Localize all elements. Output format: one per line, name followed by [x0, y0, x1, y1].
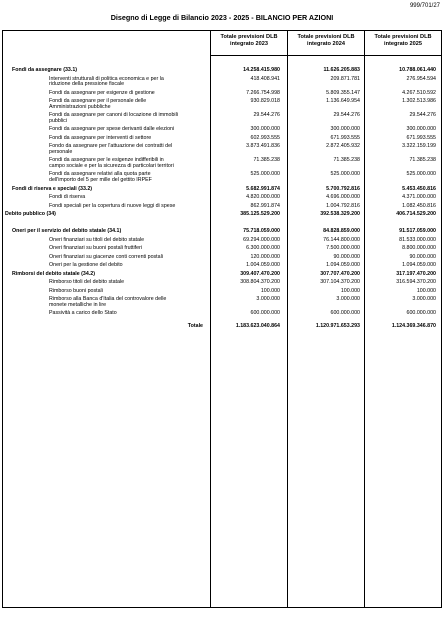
- row-label-line: Fondi da assegnare per canoni di locazione di immobili: [49, 112, 178, 119]
- value-cell-2023: 385.125.529.200: [240, 211, 280, 218]
- row-label: [49, 263, 203, 269]
- budget-table: [2, 30, 442, 608]
- table-row: [3, 144, 441, 158]
- row-label: [49, 238, 203, 244]
- value-cell-2024: 1.120.971.653.293: [315, 322, 360, 329]
- row-label-line: Fondi da assegnare per spese derivanti dalle elezioni: [49, 126, 175, 133]
- document-title: Disegno di Legge di Bilancio 2023 - 2025 - BILANCIO PER AZIONI: [110, 13, 334, 22]
- value-cell-2024: 4.696.000.000: [326, 194, 360, 201]
- value-cell-2023: 7.266.754.998: [246, 89, 280, 96]
- value-cell-2023: 5.682.991.874: [246, 185, 280, 192]
- row-label-line: Oneri finanziari su titoli del debito statale: [49, 236, 145, 243]
- row-label-line: Fondi da assegnare per interventi di settore: [49, 134, 152, 141]
- value-cell-2024: 525.000.000: [330, 171, 360, 178]
- row-label-line: pubblici: [49, 117, 67, 124]
- value-cell-2023: 600.000.000: [250, 310, 280, 317]
- value-cell-2024: 5.809.355.147: [326, 89, 360, 96]
- value-cell-2025: 3.000.000: [412, 296, 436, 303]
- value-cell-2024: 2.872.405.932: [326, 143, 360, 150]
- column-header-line: Totale previsioni DLB: [297, 34, 355, 40]
- table-row: [3, 297, 441, 311]
- row-label-line: Rimborso titoli del debito statale: [49, 279, 125, 286]
- row-label-line: Interventi strutturali di politica economica e per la: [49, 75, 164, 82]
- table-row: [3, 204, 441, 213]
- table-row: [3, 158, 441, 172]
- table-row: [3, 172, 441, 186]
- value-cell-2024: 600.000.000: [330, 310, 360, 317]
- value-cell-2024: 671.993.555: [330, 134, 360, 141]
- row-label: [49, 195, 203, 201]
- value-cell-2024: 307.104.370.200: [320, 279, 360, 286]
- value-cell-2025: 10.788.061.440: [399, 67, 436, 73]
- value-cell-2023: 930.829.018: [250, 98, 280, 105]
- row-label-line: Amministrazioni pubbliche: [49, 103, 111, 110]
- value-cell-2023: 29.544.276: [253, 112, 280, 119]
- value-cell-2024: 29.544.276: [333, 112, 360, 119]
- value-cell-2025: 91.517.059.000: [399, 228, 436, 235]
- row-label: [49, 77, 203, 88]
- value-cell-2025: 1.082.450.816: [402, 202, 436, 209]
- row-label-line: Fondo da assegnare per l'attuazione dei contratti del: [49, 143, 173, 150]
- row-label: [49, 311, 203, 317]
- value-cell-2024: 100.000: [340, 287, 360, 294]
- value-cell-2023: 3.873.491.836: [246, 143, 280, 150]
- row-label: [49, 91, 203, 97]
- column-header-2023: [211, 34, 287, 48]
- row-label: [49, 204, 203, 210]
- table-row: [3, 212, 441, 221]
- column-header-line: Totale previsioni DLB: [374, 34, 432, 40]
- row-label: [173, 324, 203, 330]
- value-cell-2023: 71.385.238: [253, 157, 280, 164]
- value-cell-2023: 308.804.370.200: [240, 279, 280, 286]
- value-cell-2025: 90.000.000: [409, 253, 436, 260]
- table-row: [3, 77, 441, 91]
- row-label: [12, 187, 203, 193]
- value-cell-2024: 90.000.000: [333, 253, 360, 260]
- row-label: [49, 289, 203, 295]
- value-cell-2023: 300.000.000: [250, 126, 280, 133]
- value-cell-2023: 1.004.059.000: [246, 262, 280, 269]
- value-cell-2023: 120.000.000: [250, 253, 280, 260]
- row-label: [49, 127, 203, 133]
- value-cell-2025: 4.371.000.000: [402, 194, 436, 201]
- value-cell-2025: 3.322.159.199: [402, 143, 436, 150]
- value-cell-2025: 5.453.450.816: [402, 185, 436, 192]
- value-cell-2024: 307.707.470.200: [320, 270, 360, 277]
- value-cell-2025: 1.094.059.000: [402, 262, 436, 269]
- value-cell-2024: 11.626.205.883: [323, 67, 360, 73]
- page-code: 999/701/27: [409, 3, 440, 9]
- row-label-line: Fondi da assegnare per esigenze di gestione: [49, 89, 155, 96]
- value-cell-2023: 69.294.000.000: [243, 236, 280, 243]
- value-cell-2024: 84.828.859.000: [323, 228, 360, 235]
- row-label-line: personale: [49, 148, 73, 155]
- value-cell-2023: 602.993.555: [250, 134, 280, 141]
- column-header-line: integrato 2025: [384, 41, 422, 47]
- row-label: [49, 280, 203, 286]
- row-label-line: Oneri per la gestione del debito: [49, 262, 123, 269]
- value-cell-2025: 1.124.369.346.870: [391, 322, 436, 329]
- header-divider: [210, 55, 441, 56]
- row-label-line: Oneri finanziari su buoni postali fruttiferi: [49, 245, 143, 252]
- value-cell-2025: 1.302.513.986: [402, 98, 436, 105]
- value-cell-2024: 3.000.000: [336, 296, 360, 303]
- value-cell-2024: 209.871.781: [330, 75, 360, 82]
- value-cell-2024: 5.700.792.816: [326, 185, 360, 192]
- value-cell-2024: 71.385.238: [333, 157, 360, 164]
- row-label-line: Rimborso buoni postali: [49, 287, 103, 294]
- row-label-line: Totale: [187, 322, 203, 329]
- value-cell-2025: 300.000.000: [406, 126, 436, 133]
- value-cell-2025: 100.000: [416, 287, 436, 294]
- row-label: [49, 113, 203, 124]
- value-cell-2023: 4.820.000.000: [246, 194, 280, 201]
- row-label: [49, 255, 203, 261]
- value-cell-2024: 76.144.800.000: [323, 236, 360, 243]
- value-cell-2023: 3.000.000: [256, 296, 280, 303]
- value-cell-2025: 4.267.510.592: [402, 89, 436, 96]
- row-label-line: campo sociale e per la sicurezza di particolari territori: [49, 162, 174, 169]
- row-label-line: Fondi di riserva: [49, 194, 86, 201]
- value-cell-2025: 525.000.000: [406, 171, 436, 178]
- row-label: [49, 172, 203, 183]
- row-label-line: Fondi da assegnare relativi alla quota parte: [49, 171, 151, 178]
- row-label: [12, 272, 203, 278]
- value-cell-2025: 276.954.594: [406, 75, 436, 82]
- value-cell-2023: 309.407.470.200: [240, 270, 280, 277]
- value-cell-2024: 7.500.000.000: [326, 245, 360, 252]
- total-row: [3, 324, 441, 333]
- row-label: [49, 246, 203, 252]
- value-cell-2023: 14.258.415.980: [243, 67, 280, 73]
- value-cell-2025: 29.544.276: [409, 112, 436, 119]
- value-cell-2025: 71.385.238: [409, 157, 436, 164]
- row-label-line: Debito pubblico (34): [5, 211, 56, 218]
- column-header-2024: [288, 34, 364, 48]
- table-body: [3, 68, 441, 332]
- value-cell-2025: 600.000.000: [406, 310, 436, 317]
- row-label-line: dell'importo del 5 per mille del gettito IRPEF: [49, 177, 152, 184]
- value-cell-2025: 671.993.555: [406, 134, 436, 141]
- row-label: [49, 297, 203, 308]
- value-cell-2025: 316.594.370.200: [396, 279, 436, 286]
- row-label: [49, 136, 203, 142]
- value-cell-2024: 392.538.329.200: [320, 211, 360, 218]
- row-label-line: monete metalliche in lire: [49, 301, 107, 308]
- row-label-line: Fondi da assegnare per le esigenze indifferibili in: [49, 157, 164, 164]
- value-cell-2024: 300.000.000: [330, 126, 360, 133]
- table-row: [3, 311, 441, 320]
- row-label-line: Oneri finanziari su giacenze conti correnti postali: [49, 253, 163, 260]
- row-label-line: Rimborso alla Banca d'Italia del controvalore delle: [49, 296, 167, 303]
- value-cell-2023: 525.000.000: [250, 171, 280, 178]
- table-row: [3, 99, 441, 113]
- value-cell-2025: 81.533.000.000: [399, 236, 436, 243]
- row-label-line: Fondi di riserva e speciali (33.2): [12, 185, 93, 192]
- value-cell-2023: 75.718.059.000: [243, 228, 280, 235]
- row-label: [5, 212, 203, 218]
- row-label: [12, 68, 203, 74]
- row-label-line: riduzione della pressione fiscale: [49, 81, 125, 88]
- value-cell-2023: 100.000: [260, 287, 280, 294]
- value-cell-2023: 862.991.874: [250, 202, 280, 209]
- value-cell-2025: 406.714.529.200: [396, 211, 436, 218]
- column-header-2025: [365, 34, 441, 48]
- row-label-line: Rimborsi del debito statale (34.2): [12, 270, 96, 277]
- row-label-line: Fondi speciali per la copertura di nuove leggi di spese: [49, 202, 176, 209]
- value-cell-2024: 1.136.649.954: [326, 98, 360, 105]
- row-label: [49, 144, 203, 155]
- row-label-line: Fondi da assegnare per il personale delle: [49, 98, 147, 105]
- row-label: [49, 158, 203, 169]
- column-header-line: integrato 2024: [307, 41, 345, 47]
- value-cell-2024: 1.004.792.816: [326, 202, 360, 209]
- row-label: [12, 229, 203, 235]
- column-header-line: Totale previsioni DLB: [220, 34, 278, 40]
- value-cell-2024: 1.094.059.000: [326, 262, 360, 269]
- value-cell-2023: 418.408.941: [250, 75, 280, 82]
- table-row: [3, 113, 441, 127]
- row-label-line: Fondi da assegnare (33.1): [12, 67, 78, 73]
- column-header-line: integrato 2023: [230, 41, 268, 47]
- value-cell-2025: 317.197.470.200: [396, 270, 436, 277]
- row-label: [49, 99, 203, 110]
- row-label-line: Passività a carico dello Stato: [49, 310, 117, 317]
- value-cell-2025: 8.800.000.000: [402, 245, 436, 252]
- row-label-line: Oneri per il servizio del debito statale (34.1): [12, 228, 122, 235]
- value-cell-2023: 6.300.000.000: [246, 245, 280, 252]
- value-cell-2023: 1.183.623.040.864: [235, 322, 280, 329]
